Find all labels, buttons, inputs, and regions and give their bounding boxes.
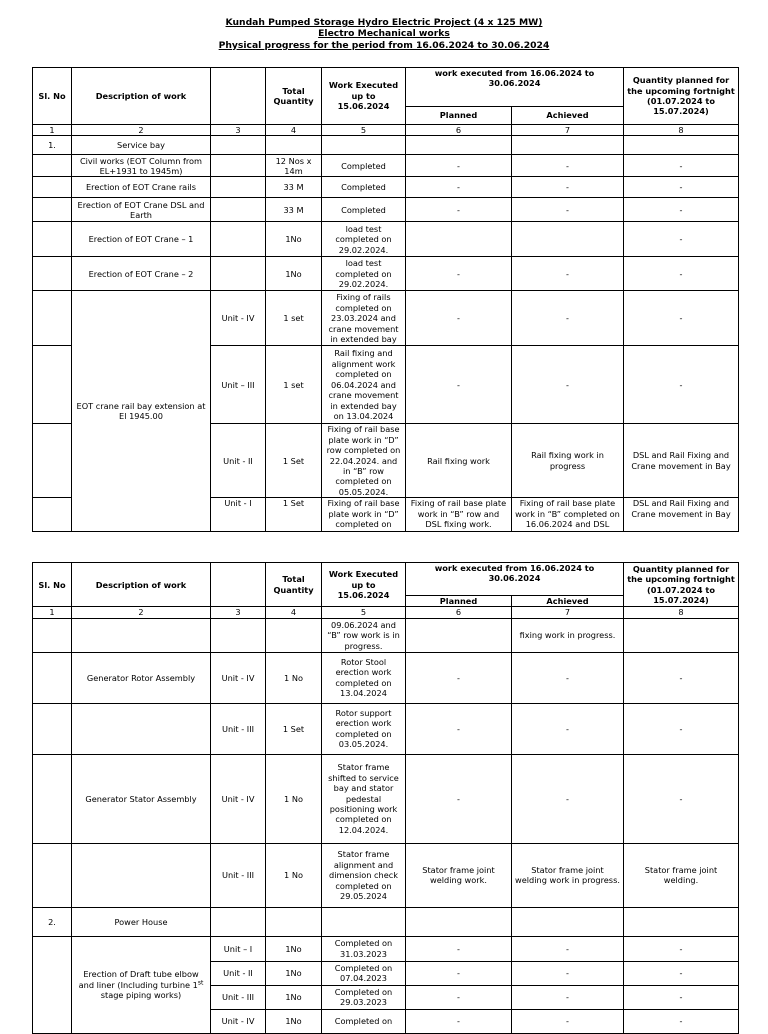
col-number: 3 xyxy=(211,607,266,618)
work-description: Generator Stator Assembly xyxy=(72,754,211,843)
table-row xyxy=(33,198,739,222)
unit-label: Unit - IV xyxy=(211,754,266,843)
col-number: 7 xyxy=(512,607,624,618)
col-number: 5 xyxy=(322,125,406,136)
col-number: 1 xyxy=(33,607,72,618)
total-quantity: 1 set xyxy=(266,346,322,424)
upcoming-cell: DSL and Rail Fixing and Crane movement in Bay xyxy=(624,498,739,532)
total-quantity: 1 No xyxy=(266,754,322,843)
table-row xyxy=(33,754,739,843)
table-row xyxy=(33,257,739,291)
unit-label: Unit - III xyxy=(211,843,266,907)
progress-table-2 xyxy=(32,562,739,1034)
upcoming-cell: - xyxy=(624,291,739,346)
work-description: Erection of EOT Crane – 1 xyxy=(72,222,211,257)
col-number: 6 xyxy=(406,125,512,136)
planned-cell: - xyxy=(406,936,512,961)
work-executed: Completed xyxy=(322,198,406,222)
unit-label: Unit - IV xyxy=(211,652,266,703)
planned-cell: - xyxy=(406,177,512,198)
unit-label: Unit - III xyxy=(211,703,266,754)
achieved-cell: fixing work in progress. xyxy=(512,618,624,652)
period-subtitle: Physical progress for the period from 16.06.2024 to 30.06.2024 xyxy=(218,39,550,51)
work-executed: Stator frame shifted to service bay and stator pedestal positioning work completed on 12.04.2024. xyxy=(322,754,406,843)
achieved-cell: - xyxy=(512,291,624,346)
planned-cell: - xyxy=(406,155,512,177)
progress-table-1 xyxy=(32,67,739,532)
col-planned: Planned xyxy=(406,107,512,125)
work-executed: load test completed on 29.02.2024. xyxy=(322,222,406,257)
achieved-cell: - xyxy=(512,346,624,424)
planned-cell: - xyxy=(406,291,512,346)
table-row xyxy=(33,843,739,907)
total-quantity: 1No xyxy=(266,961,322,985)
achieved-cell: - xyxy=(512,985,624,1009)
planned-cell: - xyxy=(406,754,512,843)
work-description: Erection of EOT Crane – 2 xyxy=(72,257,211,291)
upcoming-cell: - xyxy=(624,222,739,257)
superscript: st xyxy=(197,978,204,986)
achieved-cell: Stator frame joint welding work in progress. xyxy=(512,843,624,907)
col-planned: Planned xyxy=(406,596,512,607)
document-title xyxy=(0,17,768,51)
work-executed: Completed xyxy=(322,155,406,177)
planned-cell: - xyxy=(406,257,512,291)
work-description: Erection of EOT Crane DSL and Earth xyxy=(72,198,211,222)
total-quantity: 1No xyxy=(266,985,322,1009)
total-quantity: 1No xyxy=(266,257,322,291)
col-work-executed: Work Executed up to 15.06.2024 xyxy=(322,68,406,125)
table-row xyxy=(33,652,739,703)
planned-cell: - xyxy=(406,346,512,424)
work-executed: Completed on xyxy=(322,1009,406,1033)
total-quantity: 1 set xyxy=(266,291,322,346)
planned-cell: - xyxy=(406,703,512,754)
col-number: 8 xyxy=(624,125,739,136)
upcoming-cell: - xyxy=(624,1009,739,1033)
total-quantity: 1 No xyxy=(266,652,322,703)
work-executed: load test completed on 29.02.2024. xyxy=(322,257,406,291)
upcoming-cell: - xyxy=(624,961,739,985)
unit-label: Unit - II xyxy=(211,424,266,498)
total-quantity: 1No xyxy=(266,936,322,961)
work-description xyxy=(72,936,211,1033)
col-number: 1 xyxy=(33,125,72,136)
unit-label: Unit - IV xyxy=(211,291,266,346)
table-row xyxy=(33,222,739,257)
col-number: 4 xyxy=(266,125,322,136)
planned-cell: - xyxy=(406,985,512,1009)
planned-cell: - xyxy=(406,198,512,222)
total-quantity: 33 M xyxy=(266,177,322,198)
work-executed: Rotor Stool erection work completed on 13.04.2024 xyxy=(322,652,406,703)
work-executed: Completed xyxy=(322,177,406,198)
col-period: work executed from 16.06.2024 to 30.06.2024 xyxy=(406,563,624,596)
col-number: 5 xyxy=(322,607,406,618)
total-quantity: 33 M xyxy=(266,198,322,222)
column-number-row xyxy=(33,607,739,618)
col-total-quantity: Total Quantity xyxy=(266,563,322,607)
col-upcoming: Quantity planned for the upcoming fortnight (01.07.2024 to 15.07.2024) xyxy=(624,68,739,125)
work-description: Civil works (EOT Column from EL+1931 to 1945m) xyxy=(72,155,211,177)
upcoming-cell: - xyxy=(624,985,739,1009)
upcoming-cell: Stator frame joint welding. xyxy=(624,843,739,907)
upcoming-cell: - xyxy=(624,936,739,961)
draft-tube-desc-cont: stage piping works) xyxy=(100,990,182,1001)
achieved-cell: - xyxy=(512,754,624,843)
work-executed: Rotor support erection work completed on 03.05.2024. xyxy=(322,703,406,754)
section-row xyxy=(33,907,739,936)
achieved-cell: Rail fixing work in progress xyxy=(512,424,624,498)
achieved-cell: - xyxy=(512,652,624,703)
upcoming-cell: - xyxy=(624,257,739,291)
total-quantity: 1No xyxy=(266,1009,322,1033)
col-number: 8 xyxy=(624,607,739,618)
achieved-cell: - xyxy=(512,155,624,177)
col-achieved: Achieved xyxy=(512,107,624,125)
total-quantity: 1No xyxy=(266,222,322,257)
col-total-quantity: Total Quantity xyxy=(266,68,322,125)
col-description: Description of work xyxy=(72,68,211,125)
col-work-executed: Work Executed up to 15.06.2024 xyxy=(322,563,406,607)
section-number: 2. xyxy=(33,907,72,936)
unit-label: Unit - IV xyxy=(211,1009,266,1033)
unit-label: Unit – I xyxy=(211,936,266,961)
total-quantity: 1 Set xyxy=(266,703,322,754)
planned-cell: Stator frame joint welding work. xyxy=(406,843,512,907)
col-number: 7 xyxy=(512,125,624,136)
work-executed: Completed on 29.03.2023 xyxy=(322,985,406,1009)
col-number: 2 xyxy=(72,125,211,136)
col-description: Description of work xyxy=(72,563,211,607)
work-executed: Fixing of rail base plate work in “D” row completed on 22.04.2024. and in “B” row completed on 05.05.2024. xyxy=(322,424,406,498)
col-sl-no: Sl. No xyxy=(33,68,72,125)
table-row xyxy=(33,155,739,177)
upcoming-cell: - xyxy=(624,177,739,198)
col-number: 3 xyxy=(211,125,266,136)
upcoming-cell: - xyxy=(624,346,739,424)
work-description: EOT crane rail bay extension at El 1945.00 xyxy=(72,291,211,532)
upcoming-cell: - xyxy=(624,198,739,222)
col-upcoming: Quantity planned for the upcoming fortnight (01.07.2024 to 15.07.2024) xyxy=(624,563,739,607)
achieved-cell: Fixing of rail base plate work in “B” completed on 16.06.2024 and DSL xyxy=(512,498,624,532)
project-title: Kundah Pumped Storage Hydro Electric Project (4 x 125 MW) xyxy=(225,17,543,28)
work-description: Erection of EOT Crane rails xyxy=(72,177,211,198)
upcoming-cell: DSL and Rail Fixing and Crane movement in Bay xyxy=(624,424,739,498)
unit-label: Unit - III xyxy=(211,985,266,1009)
col-number: 4 xyxy=(266,607,322,618)
total-quantity: 1 Set xyxy=(266,498,322,532)
work-executed: Stator frame alignment and dimension check completed on 29.05.2024 xyxy=(322,843,406,907)
upcoming-cell: - xyxy=(624,754,739,843)
total-quantity: 12 Nos x 14m xyxy=(266,155,322,177)
col-unit xyxy=(211,563,266,607)
achieved-cell: - xyxy=(512,1009,624,1033)
section-row xyxy=(33,136,739,155)
table-row xyxy=(33,291,739,346)
achieved-cell: - xyxy=(512,703,624,754)
achieved-cell: - xyxy=(512,257,624,291)
unit-label: Unit – III xyxy=(211,346,266,424)
achieved-cell: - xyxy=(512,198,624,222)
work-executed: Fixing of rail base plate work in “D” completed on xyxy=(322,498,406,532)
planned-cell: - xyxy=(406,1009,512,1033)
work-executed: Completed on 31.03.2023 xyxy=(322,936,406,961)
col-number: 6 xyxy=(406,607,512,618)
col-achieved: Achieved xyxy=(512,596,624,607)
planned-cell: Rail fixing work xyxy=(406,424,512,498)
table-row xyxy=(33,703,739,754)
col-unit xyxy=(211,68,266,125)
unit-label: Unit - I xyxy=(211,498,266,532)
table-row xyxy=(33,618,739,652)
total-quantity: 1 Set xyxy=(266,424,322,498)
unit-label: Unit - II xyxy=(211,961,266,985)
work-executed: Rail fixing and alignment work completed on 06.04.2024 and crane movement in extended bay on 13.04.2024 xyxy=(322,346,406,424)
planned-cell: Fixing of rail base plate work in “B” row and DSL fixing work. xyxy=(406,498,512,532)
work-executed: Fixing of rails completed on 23.03.2024 and crane movement in extended bay xyxy=(322,291,406,346)
col-sl-no: Sl. No xyxy=(33,563,72,607)
achieved-cell: - xyxy=(512,961,624,985)
upcoming-cell: - xyxy=(624,652,739,703)
column-number-row xyxy=(33,125,739,136)
table-row xyxy=(33,936,739,961)
section-number: 1. xyxy=(33,136,72,155)
col-number: 2 xyxy=(72,607,211,618)
works-subtitle: Electro Mechanical works xyxy=(318,28,450,40)
table-row xyxy=(33,177,739,198)
col-period: work executed from 16.06.2024 to 30.06.2024 xyxy=(406,68,624,107)
work-executed: 09.06.2024 and “B” row work is in progress. xyxy=(322,618,406,652)
draft-tube-desc: Erection of Draft tube elbow and liner (Including turbine 1 xyxy=(78,969,199,990)
upcoming-cell: - xyxy=(624,155,739,177)
upcoming-cell: - xyxy=(624,703,739,754)
section-title: Service bay xyxy=(72,136,211,155)
work-description: Generator Rotor Assembly xyxy=(72,652,211,703)
total-quantity: 1 No xyxy=(266,843,322,907)
section-title: Power House xyxy=(72,907,211,936)
achieved-cell: - xyxy=(512,936,624,961)
work-executed: Completed on 07.04.2023 xyxy=(322,961,406,985)
planned-cell: - xyxy=(406,652,512,703)
planned-cell: - xyxy=(406,961,512,985)
achieved-cell: - xyxy=(512,177,624,198)
